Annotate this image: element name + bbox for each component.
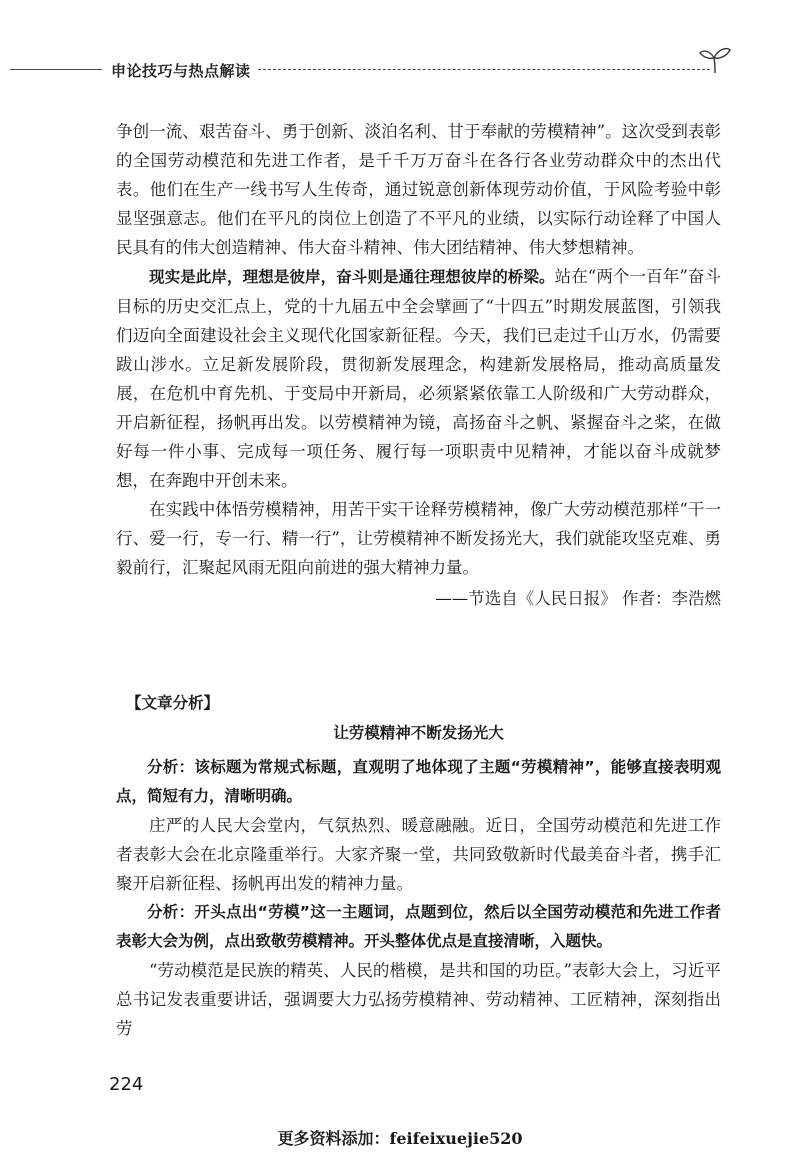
analysis-section [116, 691, 721, 1043]
paragraph-2 [116, 262, 721, 495]
header-rule-right [258, 69, 710, 70]
paragraph-1: 争创一流、艰苦奋斗、勇于创新、淡泊名利、甘于奉献的劳模精神”。这次受到表彰的全国劳动模范和先进工作者，是千千万万奋斗在各行各业劳动群众中的杰出代表。他们在生产一线书写人生传奇，通过锐意创新体现劳动价值，于风险考验中彰显坚强意志。他们在平凡的岗位上创造了不平凡的业绩，以实际行动诠释了中国人民具有的伟大创造精神、伟大奋斗精神、伟大团结精神、伟大梦想精神。 [116, 122, 721, 257]
article-title: 让劳模精神不断发扬光大 [333, 724, 504, 742]
page-number: 224 [109, 1074, 144, 1095]
sprout-icon [698, 44, 732, 74]
quote-2: “劳动模范是民族的精英、人民的楷模，是共和国的功臣。”表彰大会上，习近平总书记发表重要讲话，强调要大力弘扬劳模精神、劳动精神、工匠精神，深刻指出劳 [116, 961, 721, 1038]
article-body [116, 117, 721, 613]
source-attribution: ——节选自《人民日报》 作者：李浩燃 [435, 589, 721, 608]
footer-note: 更多资料添加：feifeixuejie520 [277, 1129, 523, 1148]
header-title: 申论技巧与热点解读 [111, 62, 251, 80]
paragraph-3: 在实践中体悟劳模精神，用苦干实干诠释劳模精神，像广大劳动模范那样“干一行、爱一行，专一行、精一行”，让劳模精神不断发扬光大，我们就能攻坚克难、勇毅前行，汇聚起风雨无阻向前进的强大精神力量。 [116, 500, 721, 577]
paragraph-2-rest: 站在“两个一百年”奋斗目标的历史交汇点上，党的十九届五中全会擘画了“十四五”时期发展蓝图，引领我们迈向全面建设社会主义现代化国家新征程。今天，我们已走过千山万水，仍需要跋山涉水。立足新发展阶段，贯彻新发展理念，构建新发展格局，推动高质量发展，在危机中育先机、于变局中开新局，必须紧紧依靠工人阶级和广大劳动群众，开启新征程，扬帆再出发。以劳模精神为镜，高扬奋斗之帆、紧握奋斗之桨，在做好每一件小事、完成每一项任务、履行每一项职责中见精神，才能以奋斗成就梦想，在奔跑中开创未来。 [116, 267, 721, 490]
paragraph-2-lead: 现实是此岸，理想是彼岸，奋斗则是通往理想彼岸的桥梁。 [149, 268, 555, 286]
quote-1: 庄严的人民大会堂内，气氛热烈、暖意融融。近日，全国劳动模范和先进工作者表彰大会在北京隆重举行。大家齐聚一堂，共同致敬新时代最美奋斗者，携手汇聚开启新征程、扬帆再出发的精神力量。 [116, 816, 721, 893]
header-rule-left [10, 69, 102, 70]
section-tag: 【文章分析】 [126, 694, 220, 712]
analysis-1: 分析：该标题为常规式标题，直观明了地体现了主题“劳模精神”，能够直接表明观点，简短有力，清晰明确。 [116, 758, 721, 805]
analysis-2: 分析：开头点出“劳模”这一主题词，点题到位，然后以全国劳动模范和先进工作者表彰大会为例，点出致敬劳模精神。开头整体优点是直接清晰，入题快。 [116, 903, 721, 950]
